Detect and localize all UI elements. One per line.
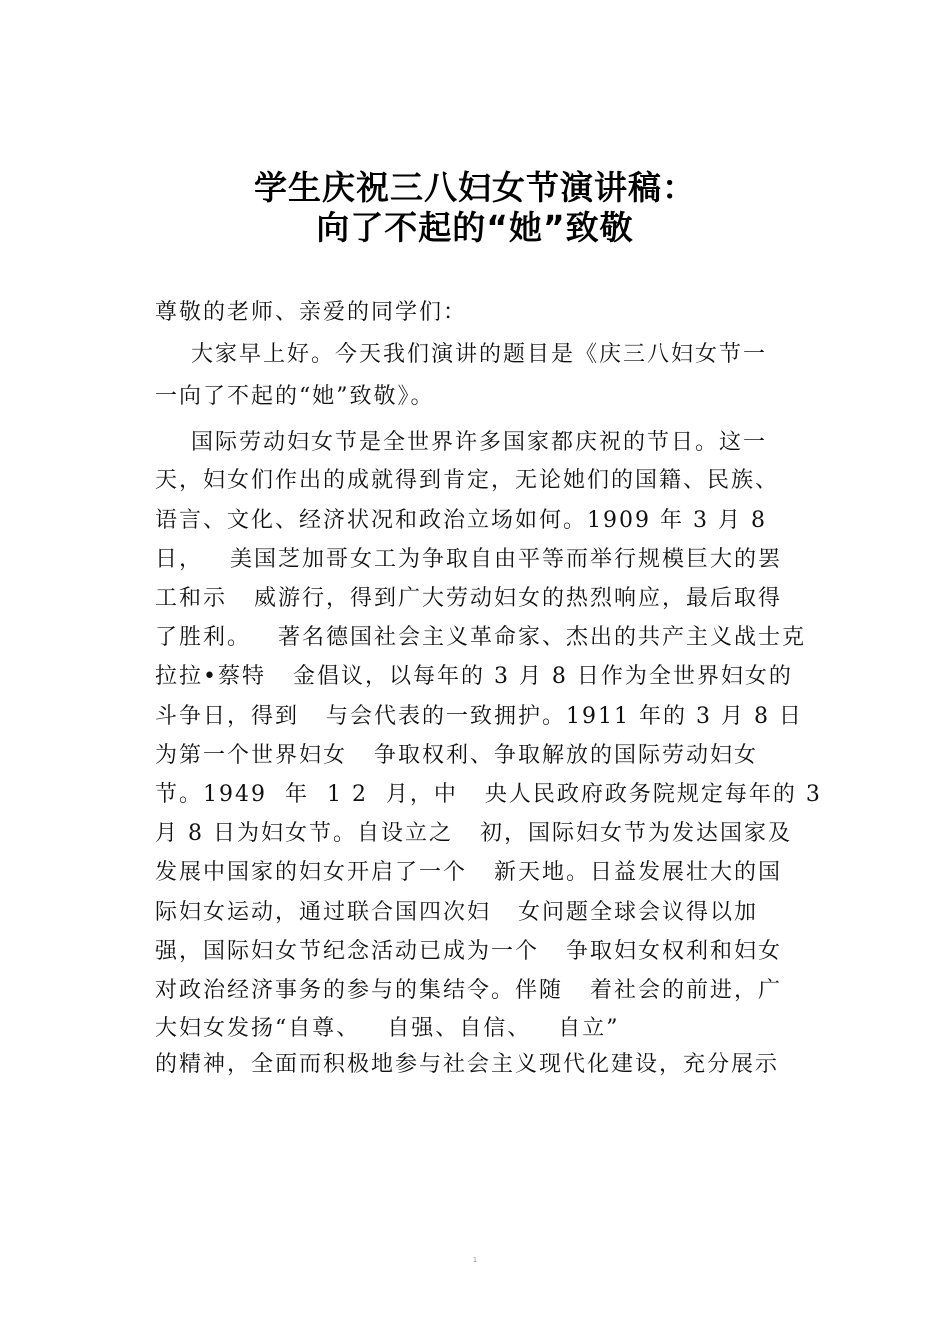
body-line: 天，妇女们作出的成就得到肯定，无论她们的国籍、民族、: [155, 468, 780, 493]
body-line: 语言、文化、经济状况和政治立场如何。1909 年 3 月 8: [155, 508, 767, 533]
body-line: 了胜利。 著名德国社会主义革命家、杰出的共产主义战士克: [155, 625, 806, 650]
body-line: 为第一个世界妇女 争取权利、争取解放的国际劳动妇女: [155, 743, 758, 768]
body-line: 月 8 日为妇女节。自设立之 初，国际妇女节为发达国家及: [155, 821, 792, 846]
body-line: 斗争日，得到 与会代表的一致拥护。1911 年的 3 月 8 日: [155, 704, 803, 729]
page-number: 1: [472, 1256, 478, 1264]
body-line: 际妇女运动，通过联合国四次妇 女问题全球会议得以加: [155, 900, 758, 925]
body-line: 对政治经济事务的参与的集结令。伴随 着社会的前进，广: [155, 978, 782, 1003]
body-line: 工和示 威游行，得到广大劳动妇女的热烈响应，最后取得: [155, 586, 782, 611]
body-line: 大家早上好。今天我们演讲的题目是《庆三八妇女节一: [155, 342, 767, 367]
body-line: 日， 美国芝加哥女工为争取自由平等而举行规模巨大的罢: [155, 547, 782, 572]
title-line-2: 向了不起的“她”致敬: [316, 208, 634, 247]
body-line: 国际劳动妇女节是全世界许多国家都庆祝的节日。这一: [155, 430, 767, 455]
body-line: 一向了不起的“她”致敬》。: [155, 384, 435, 409]
body-line: 发展中国家的妇女开启了一个 新天地。日益发展壮大的国: [155, 860, 782, 885]
body-line: 强，国际妇女节纪念活动已成为一个 争取妇女权利和妇女: [155, 939, 782, 964]
body-line: 节。1949 年 1 2 月，中 央人民政府政务院规定每年的 3: [155, 782, 822, 807]
body-line: 拉拉•蔡特 金倡议，以每年的 3 月 8 日作为全世界妇女的: [155, 664, 793, 689]
body-line: 大妇女发扬“自尊、 自强、自信、 自立”: [155, 1016, 620, 1041]
salutation: 尊敬的老师、亲爱的同学们：: [155, 300, 468, 325]
body-line: 的精神，全面而积极地参与社会主义现代化建设，充分展示: [155, 1052, 780, 1077]
title-line-1: 学生庆祝三八妇女节演讲稿：: [254, 168, 696, 207]
